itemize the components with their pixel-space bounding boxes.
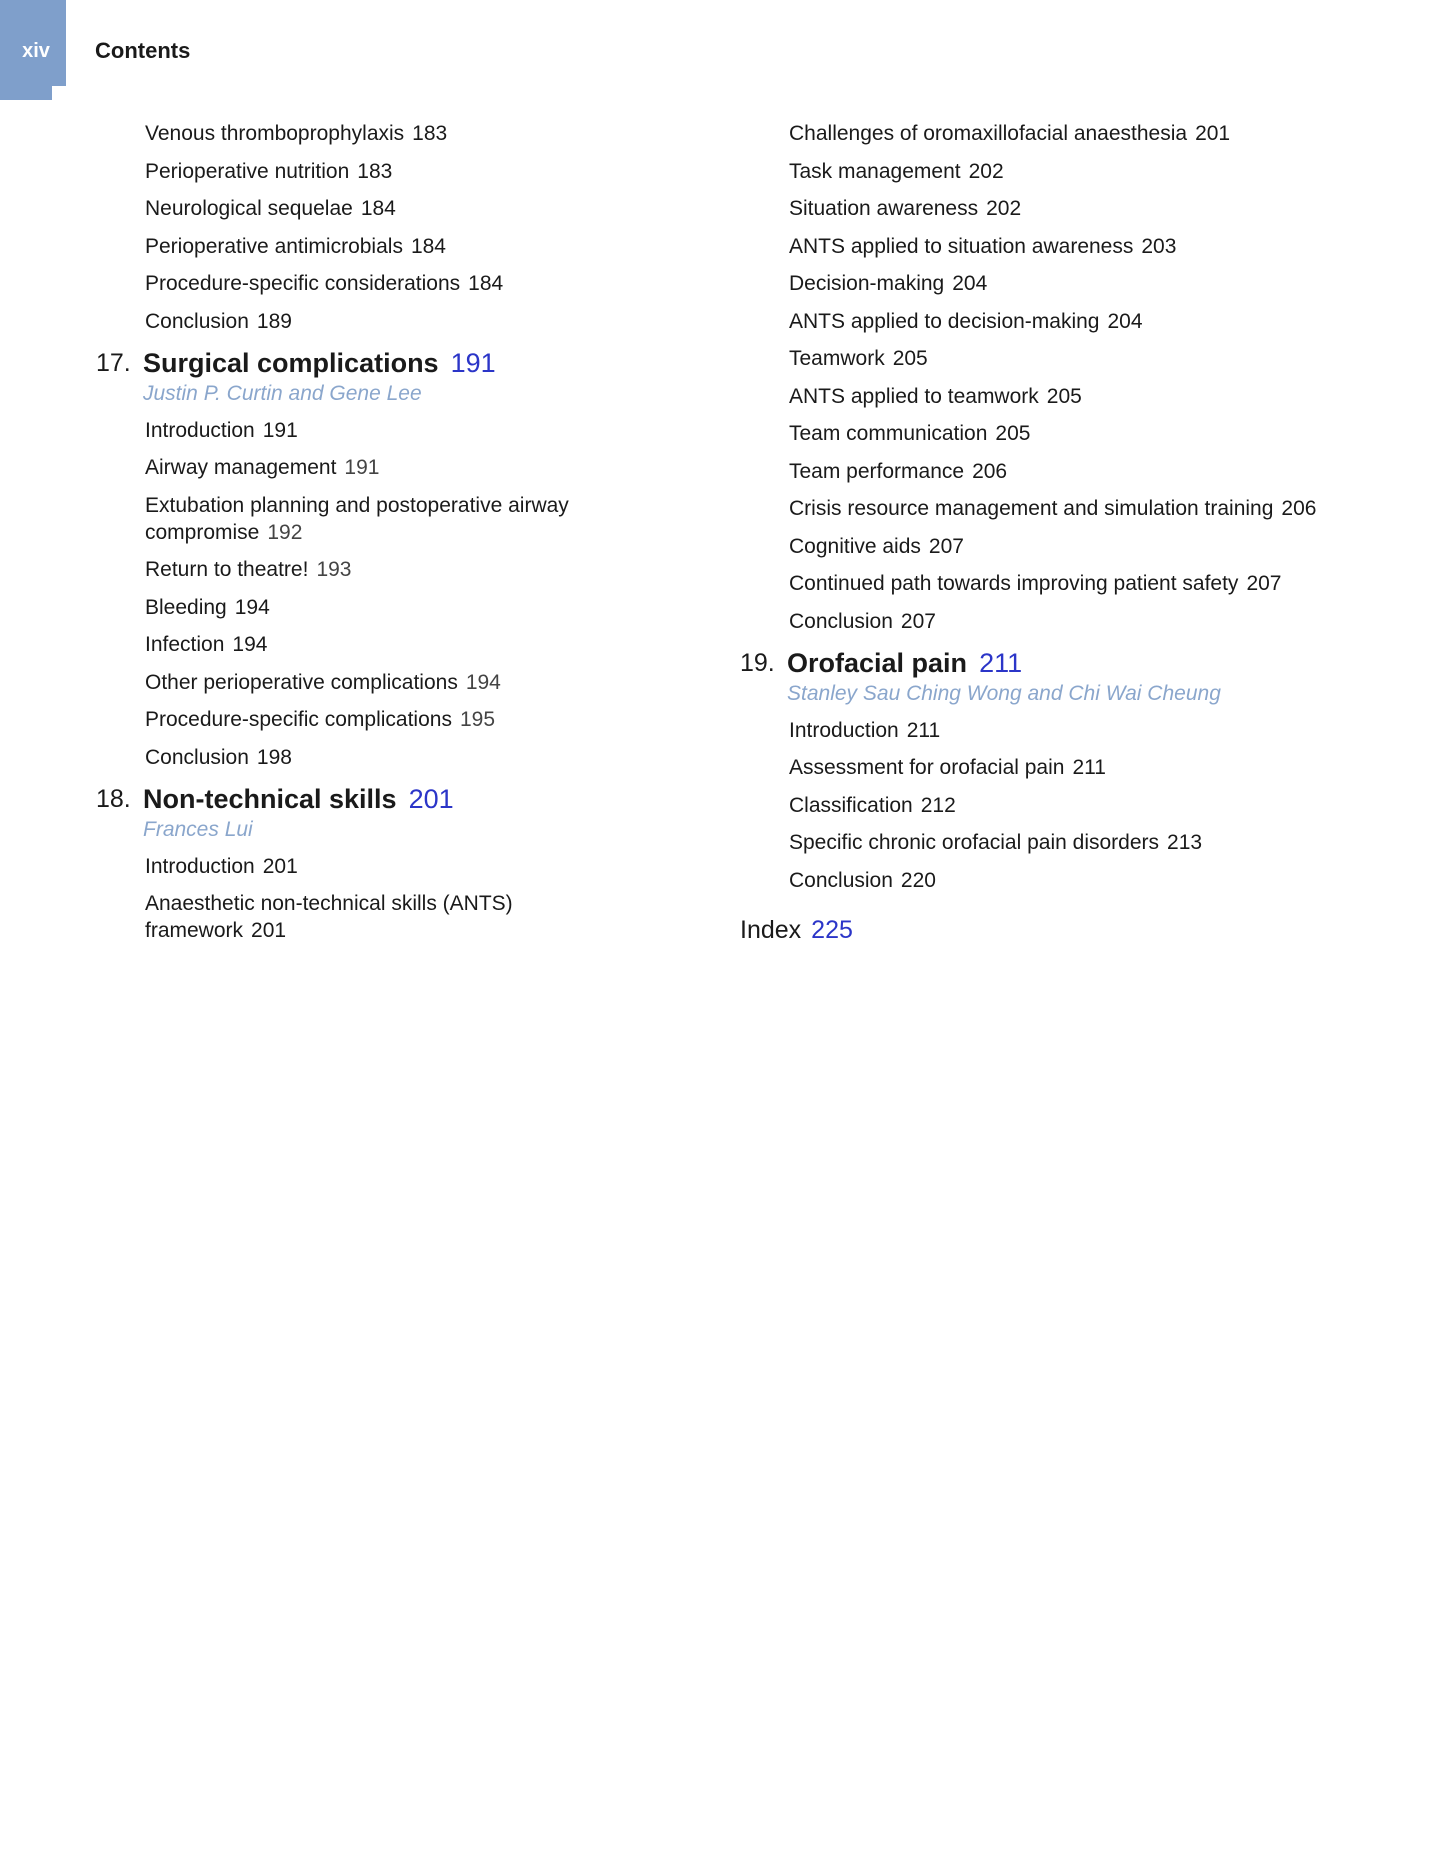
toc-entry[interactable]: Neurological sequelae 184 (145, 197, 396, 220)
toc-entry[interactable]: Conclusion 189 (145, 309, 292, 333)
toc-entry[interactable]: Procedure-specific considerations 184 (145, 272, 504, 295)
index-label: Index (740, 915, 802, 944)
chapter-page: 211 (979, 647, 1023, 678)
toc-entry[interactable]: Venous thromboprophylaxis 183 (145, 122, 448, 145)
chapter-number: 19. (740, 648, 775, 677)
right-column (740, 120, 1360, 946)
toc-entry[interactable]: Continued path towards improving patient safety 207 (789, 572, 1282, 595)
toc-entry[interactable]: ANTS applied to situation awareness 203 (789, 234, 1177, 258)
index-page: 225 (811, 915, 853, 944)
toc-entry[interactable]: Conclusion 220 (789, 868, 936, 892)
toc-entry[interactable]: Infection 194 (145, 633, 268, 656)
toc-entry[interactable]: Decision-making 204 (789, 272, 988, 295)
toc-entry[interactable]: Team communication 205 (789, 422, 1031, 445)
page-number: xiv (22, 40, 50, 62)
toc-entry[interactable]: Assessment for orofacial pain 211 (789, 756, 1106, 779)
toc-entry[interactable]: Perioperative antimicrobials 184 (145, 234, 446, 258)
chapter-authors: Frances Lui (143, 817, 253, 841)
toc-entry[interactable]: Airway management 191 (145, 456, 380, 479)
chapter-title: Orofacial pain (787, 647, 968, 678)
toc-entry[interactable]: Anaesthetic non-technical skills (ANTS) framework 201 (145, 892, 513, 942)
toc-entry[interactable]: Specific chronic orofacial pain disorders 213 (789, 831, 1203, 854)
chapter-17-heading[interactable] (96, 347, 656, 409)
toc-entry[interactable]: ANTS applied to decision-making 204 (789, 309, 1143, 333)
index-entry[interactable] (740, 914, 1360, 946)
toc-entry[interactable]: Crisis resource management and simulation training 206 (789, 497, 1317, 520)
running-head: Contents (95, 38, 191, 63)
toc-entry[interactable]: Perioperative nutrition 183 (145, 159, 393, 183)
toc-entry[interactable]: Bleeding 194 (145, 595, 270, 619)
left-column (96, 120, 656, 955)
toc-entry[interactable]: Procedure-specific complications 195 (145, 708, 496, 731)
toc-entry[interactable]: Situation awareness 202 (789, 197, 1022, 220)
chapter-18-heading[interactable] (96, 783, 656, 845)
chapter-title: Non-technical skills (143, 783, 397, 814)
chapter-authors: Stanley Sau Ching Wong and Chi Wai Cheung (787, 681, 1221, 705)
chapter-authors: Justin P. Curtin and Gene Lee (143, 381, 422, 405)
toc-entry[interactable]: Team performance 206 (789, 459, 1008, 483)
toc-entry[interactable]: Other perioperative complications 194 (145, 670, 501, 694)
toc-entry[interactable]: Extubation planning and postoperative airway compromise 192 (145, 493, 569, 544)
chapter-title: Surgical complications (143, 347, 439, 378)
chapter-page: 201 (408, 783, 454, 814)
toc-entry[interactable]: Conclusion 198 (145, 745, 292, 769)
chapter-number: 18. (96, 784, 131, 813)
toc-entry[interactable]: Classification 212 (789, 793, 956, 817)
chapter-19-heading[interactable] (740, 647, 1360, 709)
chapter-number: 17. (96, 348, 131, 377)
toc-entry[interactable]: Introduction 191 (145, 418, 298, 442)
chapter-page: 191 (450, 347, 496, 378)
toc-entry[interactable]: Cognitive aids 207 (789, 534, 964, 558)
toc-entry[interactable]: Conclusion 207 (789, 609, 936, 633)
toc-entry[interactable]: Introduction 211 (789, 718, 941, 742)
toc-entry[interactable]: Challenges of oromaxillofacial anaesthesia 201 (789, 122, 1231, 145)
toc-entry[interactable]: Return to theatre! 193 (145, 558, 352, 581)
toc-entry[interactable]: Teamwork 205 (789, 347, 928, 370)
page-tab-notch (0, 86, 52, 100)
toc-entry[interactable]: ANTS applied to teamwork 205 (789, 384, 1082, 408)
toc-entry[interactable]: Introduction 201 (145, 854, 298, 878)
toc-entry[interactable]: Task management 202 (789, 159, 1004, 183)
